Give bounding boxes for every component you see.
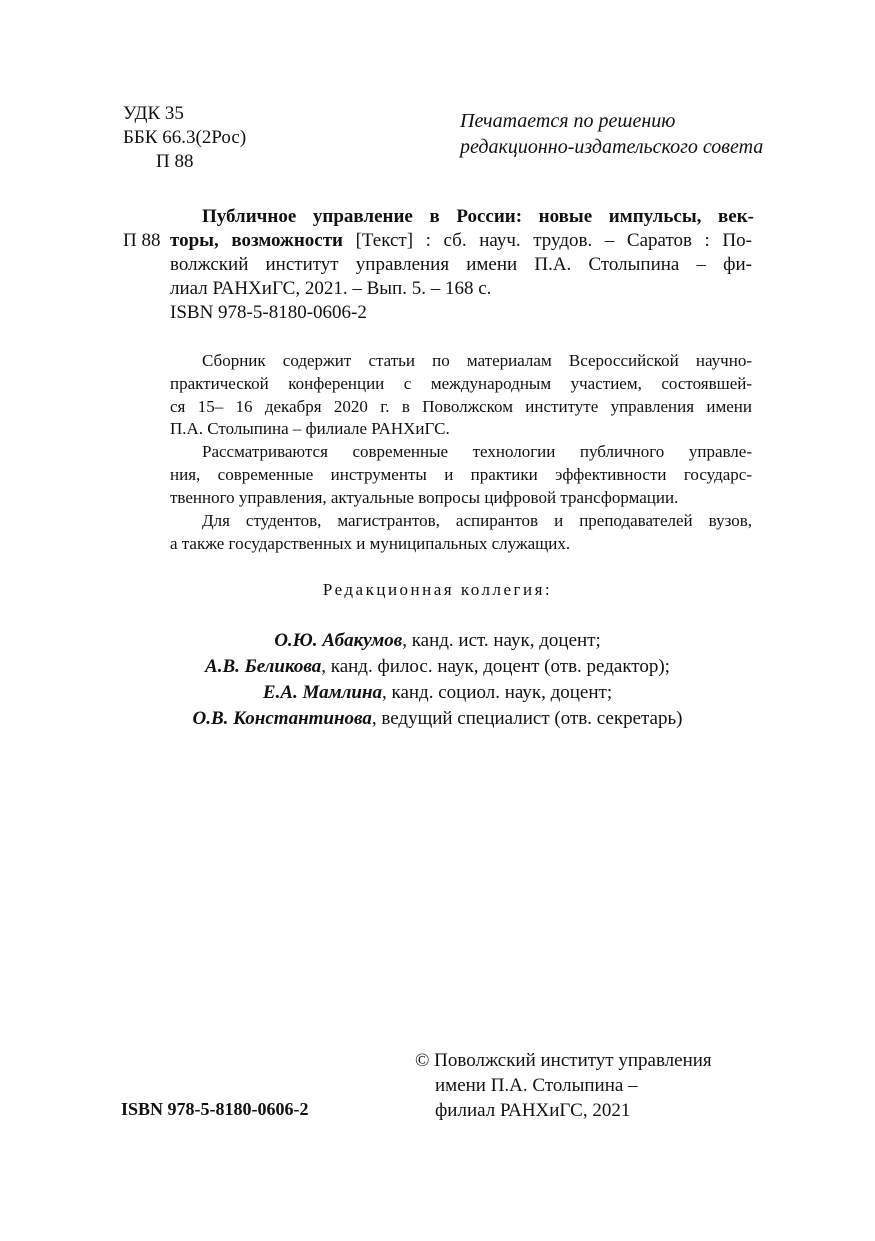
abstract-line: П.А. Столыпина – филиале РАНХиГС. [170, 419, 450, 438]
member-info: , канд. ист. наук, доцент; [402, 630, 601, 651]
bbk-code: ББК 66.3(2Рос) [123, 127, 247, 148]
editorial-member [0, 680, 875, 706]
abstract-line: Для студентов, магистрантов, аспирантов и преподавателей вузов, [202, 511, 752, 530]
biblio-code: П 88 [123, 230, 161, 251]
member-name: А.В. Беликова [205, 656, 322, 677]
copyright-line-3: филиал РАНХиГС, 2021 [435, 1100, 631, 1121]
member-name: Е.А. Мамлина [262, 682, 382, 703]
abstract-line: твенного управления, актуальные вопросы цифровой трансформации. [170, 488, 679, 507]
biblio-title-part-2: торы, возможности [170, 230, 343, 251]
editorial-member [0, 654, 875, 680]
editorial-member [0, 706, 875, 732]
editorial-member [0, 628, 875, 654]
editorial-board-title: Редакционная коллегия: [322, 580, 553, 599]
udc-code: УДК 35 [123, 103, 184, 124]
biblio-publication-info: [Текст] : сб. науч. трудов. – Саратов : По- [342, 230, 752, 251]
member-name: О.В. Константинова [192, 708, 372, 729]
biblio-line-1 [170, 205, 754, 229]
classification-block [123, 102, 246, 174]
biblio-isbn: ISBN 978-5-8180-0606-2 [170, 302, 367, 323]
biblio-line-2 [170, 229, 752, 253]
biblio-title-part-1: Публичное управление в России: новые импульсы, век- [202, 206, 754, 227]
biblio-line-3: волжский институт управления имени П.А. Столыпина – фи- [170, 254, 752, 275]
author-mark: П 88 [156, 151, 194, 172]
member-info: , канд. социол. наук, доцент; [382, 682, 613, 703]
member-info: , ведущий специалист (отв. секретарь) [371, 708, 683, 729]
print-note-line-1: Печатается по решению [460, 110, 676, 132]
abstract-line: практической конференции с международным участием, состоявшей- [170, 374, 752, 393]
abstract-line: Сборник содержит статьи по материалам Всероссийской научно- [202, 351, 752, 370]
print-approval-note [460, 108, 763, 160]
abstract-line: ся 15– 16 декабря 2020 г. в Поволжском институте управления имени [170, 397, 752, 416]
abstract-line: а также государственных и муниципальных служащих. [170, 534, 571, 553]
abstract-line: ния, современные инструменты и практики эффективности государс- [170, 465, 752, 484]
isbn-footer: ISBN 978-5-8180-0606-2 [121, 1099, 309, 1119]
copyright-line-1: © Поволжский институт управления [415, 1050, 712, 1071]
print-note-line-2: редакционно-издательского совета [460, 136, 764, 158]
copyright-line-2: имени П.А. Столыпина – [435, 1075, 638, 1096]
biblio-line-4: лиал РАНХиГС, 2021. – Вып. 5. – 168 с. [170, 278, 492, 299]
abstract-line: Рассматриваются современные технологии публичного управле- [202, 442, 752, 461]
member-name: О.Ю. Абакумов [274, 630, 403, 651]
copyright-block [415, 1048, 712, 1123]
member-info: , канд. филос. наук, доцент (отв. редактор); [321, 656, 670, 677]
